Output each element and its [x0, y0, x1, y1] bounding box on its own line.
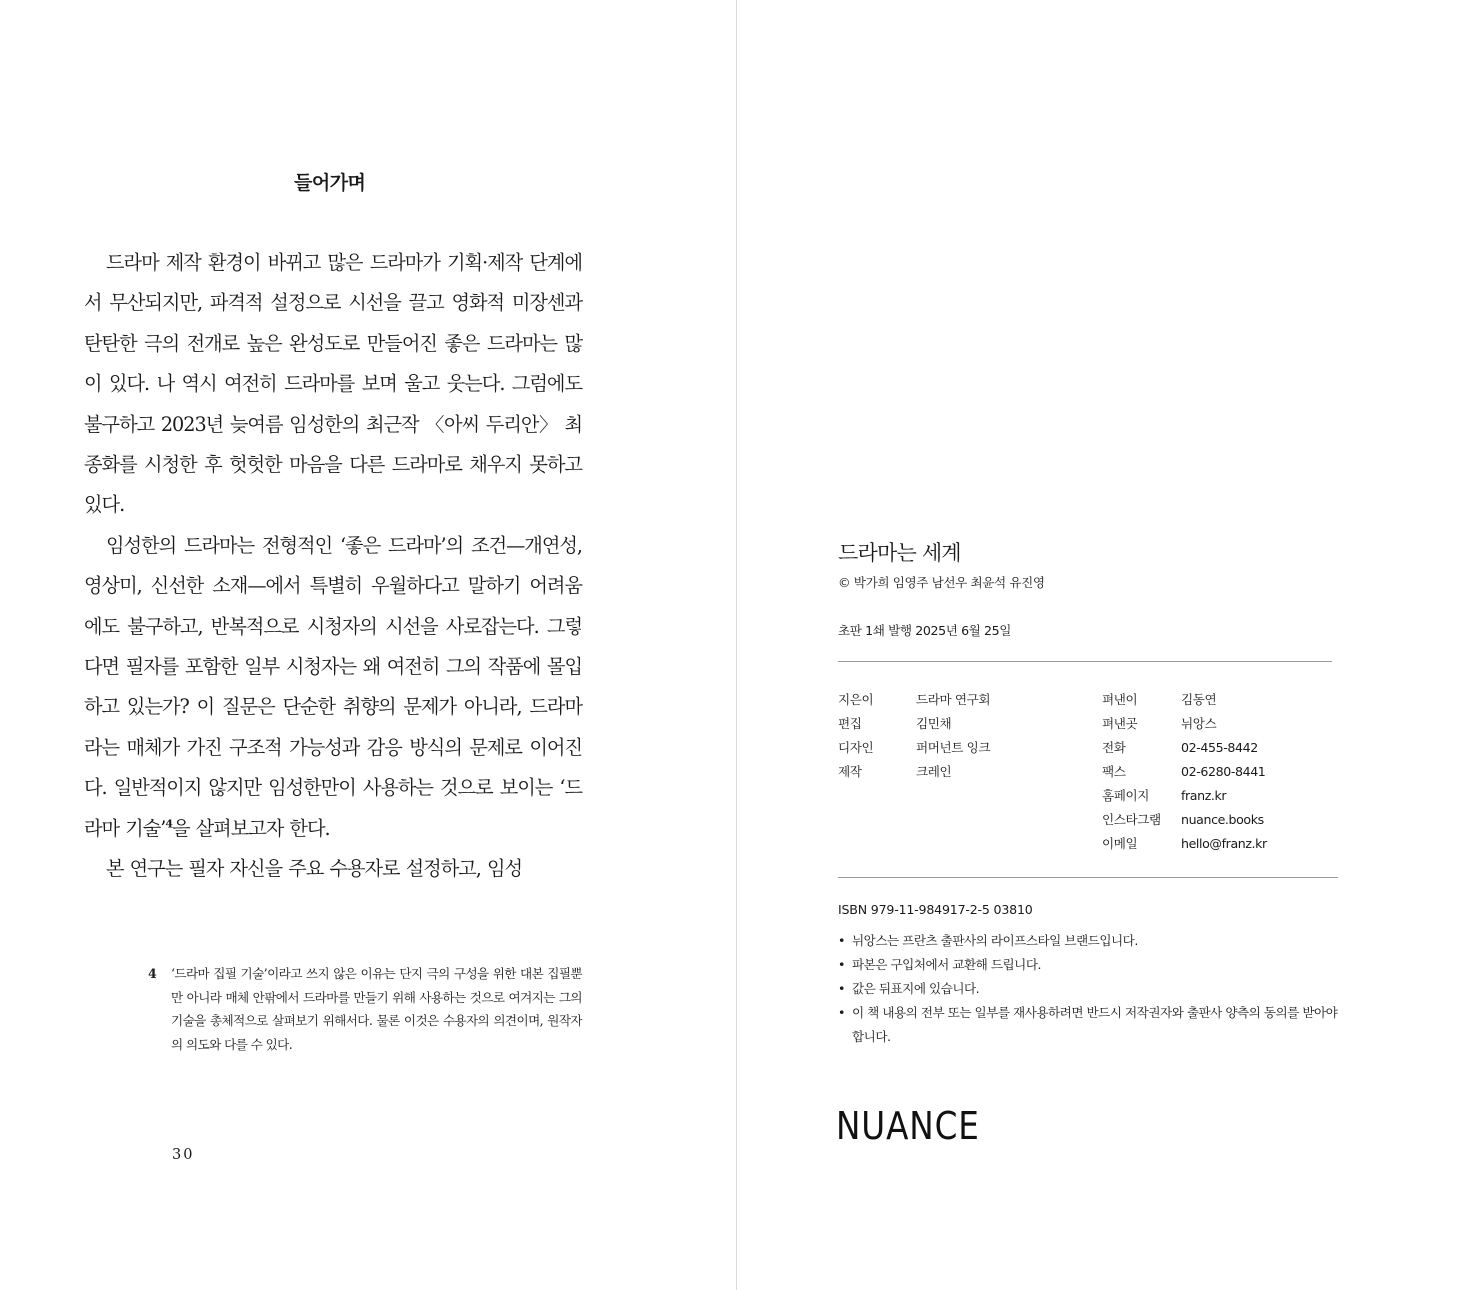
paragraph-2-text-end: 을 살펴보고자 한다.	[172, 816, 330, 840]
credit-label: 디자인	[838, 740, 874, 755]
notice-text: 뉘앙스는 프란츠 출판사의 라이프스타일 브랜드입니다.	[852, 933, 1138, 948]
copyright-line: © 박가희 임영주 남선우 최윤석 유진영	[838, 575, 1045, 590]
page-gutter-divider	[736, 0, 737, 1290]
isbn: ISBN 979-11-984917-2-5 03810	[838, 902, 1033, 917]
instagram-link[interactable]: nuance.books	[1181, 812, 1264, 827]
paragraph-1: 드라마 제작 환경이 바뀌고 많은 드라마가 기획·제작 단계에서 무산되지만, 파격적 설정으로 시선을 끌고 영화적 미장센과 탄탄한 극의 전개로 높은 완성도로 만들어진 좋은 드라마는 많이 있다. 나 역시 여전히 드라마를 보며 울고 웃는다. 그럼에도 불구하고 2023년 늦여름 임성한의 최근작 〈아씨 두리안〉 최종화를 시청한 후 헛헛한 마음을 다른 드라마로 채우지 못하고 있다.	[84, 251, 582, 517]
divider-bottom	[838, 877, 1338, 878]
credit-value: 드라마 연구회	[916, 692, 991, 707]
credits-left	[838, 688, 990, 784]
body-text	[84, 243, 582, 890]
credit-row	[838, 736, 990, 760]
bullet-icon: •	[838, 981, 845, 996]
credit-row	[1102, 784, 1267, 808]
right-page	[738, 0, 1478, 1290]
credit-row	[838, 760, 990, 784]
credit-label: 전화	[1102, 740, 1126, 755]
credit-row	[838, 712, 990, 736]
footnote-reference[interactable]: 4	[165, 817, 172, 831]
footnote-text: ‘드라마 집필 기술’이라고 쓰지 않은 이유는 단지 극의 구성을 위한 대본 집필뿐만 아니라 매체 안팎에서 드라마를 만들기 위해 사용하는 것으로 여겨지는 그의 기술을 총체적으로 살펴보기 위해서다. 물론 이것은 수용자의 의견이며, 원작자의 의도와 다를 수 있다.	[171, 966, 582, 1052]
book-title: 드라마는 세계	[838, 541, 961, 565]
credit-row	[1102, 688, 1267, 712]
bullet-icon: •	[838, 1005, 845, 1020]
credit-row	[838, 688, 990, 712]
credit-value: 크레인	[916, 764, 952, 779]
notice-list	[838, 929, 1338, 1049]
notice-text: 이 책 내용의 전부 또는 일부를 재사용하려면 반드시 저작권자와 출판사 양측의 동의를 받아야 합니다.	[852, 1005, 1338, 1044]
credit-row	[1102, 832, 1267, 856]
chapter-title: 들어가며	[294, 172, 366, 194]
credit-value: 김동연	[1181, 692, 1217, 707]
notice-text: 값은 뒤표지에 있습니다.	[852, 981, 980, 996]
notice-text: 파본은 구입처에서 교환해 드립니다.	[852, 957, 1041, 972]
paragraph-2	[84, 526, 582, 849]
phone-number[interactable]: 02-455-8442	[1181, 740, 1258, 755]
credit-row	[1102, 760, 1267, 784]
credit-label: 이메일	[1102, 836, 1138, 851]
list-item	[838, 953, 1338, 977]
credit-label: 제작	[838, 764, 862, 779]
credit-row	[1102, 808, 1267, 832]
credit-row	[1102, 712, 1267, 736]
bullet-icon: •	[838, 957, 845, 972]
bullet-icon: •	[838, 933, 845, 948]
credit-label: 펴낸이	[1102, 692, 1138, 707]
list-item	[838, 977, 1338, 1001]
paragraph-2-text: 임성한의 드라마는 전형적인 ‘좋은 드라마’의 조건—개연성, 영상미, 신선한 소재—에서 특별히 우월하다고 말하기 어려움에도 불구하고, 반복적으로 시청자의 시선을 사로잡는다. 그렇다면 필자를 포함한 일부 시청자는 왜 여전히 그의 작품에 몰입하고 있는가? 이 질문은 단순한 취향의 문제가 아니라, 드라마라는 매체가 가진 구조적 가능성과 감응 방식의 문제로 이어진다. 일반적이지 않지만 임성한만이 사용하는 것으로 보이는 ‘드라마 기술’	[84, 533, 582, 840]
fax-number: 02-6280-8441	[1181, 764, 1266, 779]
edition-line: 초판 1쇄 발행 2025년 6월 25일	[838, 623, 1012, 638]
credit-label: 인스타그램	[1102, 812, 1161, 827]
footnote	[148, 962, 582, 1056]
credit-row	[1102, 736, 1267, 760]
page-number: 30	[172, 1147, 195, 1163]
credits-right	[1102, 688, 1267, 856]
paragraph-3: 본 연구는 필자 자신을 주요 수용자로 설정하고, 임성	[106, 857, 523, 881]
credit-value: 뉘앙스	[1181, 716, 1217, 731]
footnote-number: 4	[148, 966, 157, 981]
left-page	[0, 0, 736, 1290]
homepage-link[interactable]: franz.kr	[1181, 788, 1227, 803]
list-item	[838, 1001, 1338, 1049]
credit-label: 홈페이지	[1102, 788, 1150, 803]
credit-label: 펴낸곳	[1102, 716, 1138, 731]
nuance-logo: NUANCE	[836, 1104, 980, 1148]
credit-label: 편집	[838, 716, 862, 731]
credit-label: 지은이	[838, 692, 874, 707]
list-item	[838, 929, 1338, 953]
credit-value: 김민채	[916, 716, 952, 731]
credit-label: 팩스	[1102, 764, 1126, 779]
credit-value: 퍼머넌트 잉크	[916, 740, 991, 755]
divider-top	[838, 661, 1332, 662]
email-link[interactable]: hello@franz.kr	[1181, 836, 1267, 851]
